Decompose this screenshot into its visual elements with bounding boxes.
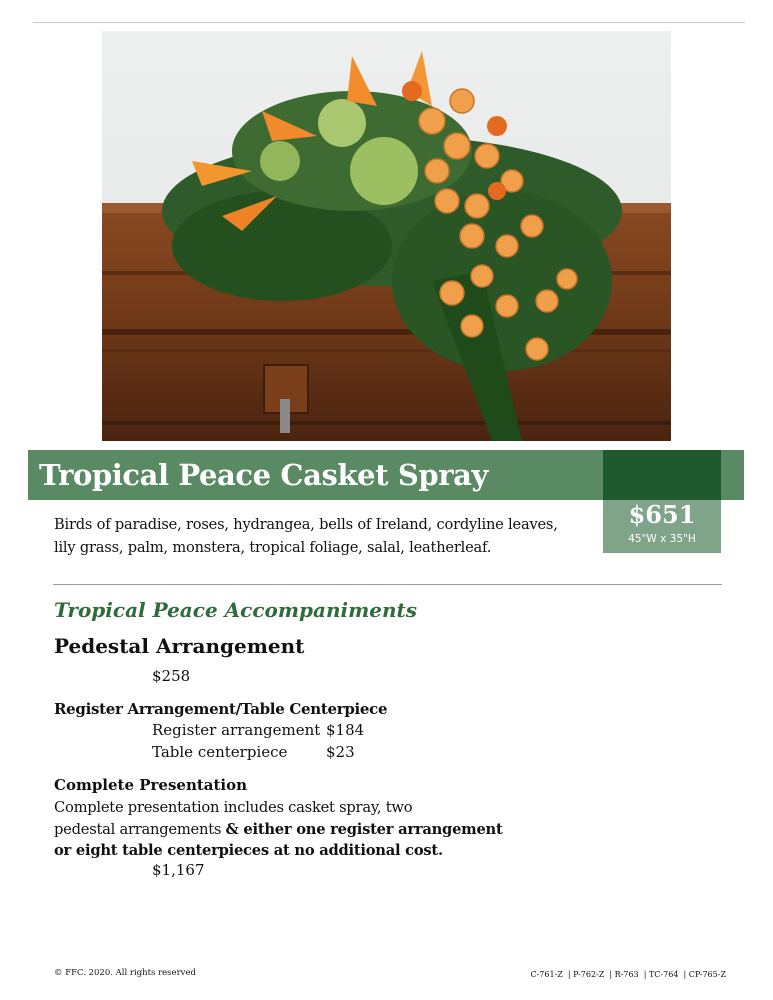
accompaniments-heading: Tropical Peace Accompaniments: [54, 598, 418, 622]
register-item: [152, 721, 364, 739]
description-line: lily grass, palm, monstera, tropical foliage, salal, leatherleaf.: [54, 539, 492, 556]
complete-presentation-text: [54, 797, 524, 862]
register-title: Register Arrangement/Table Centerpiece: [54, 700, 388, 718]
register-item-price: $184: [326, 721, 365, 739]
complete-presentation-price: $1,167: [152, 861, 205, 879]
cp-line-bold: & either one register arrangement: [225, 820, 503, 838]
section-divider: [53, 584, 722, 585]
cp-line: Complete presentation includes casket spray, two: [54, 799, 413, 816]
product-title: Tropical Peace Casket Spray: [39, 458, 488, 492]
pedestal-title: Pedestal Arrangement: [54, 634, 305, 658]
product-codes: C-761-Z | P-762-Z | R-763 | TC-764 | CP-765-Z: [530, 970, 726, 979]
product-photo: [102, 31, 671, 441]
cp-line: [54, 840, 524, 862]
top-divider: [33, 22, 745, 23]
register-item-price: $23: [326, 743, 355, 761]
copyright: © FFC. 2020. All rights reserved: [54, 968, 196, 978]
product-description: [54, 513, 594, 559]
product-dimensions: 45"W x 35"H: [628, 533, 696, 545]
complete-presentation-title: Complete Presentation: [54, 776, 248, 794]
description-line: Birds of paradise, roses, hydrangea, bells of Ireland, cordyline leaves,: [54, 516, 558, 533]
cp-line-bold: or eight table centerpieces at no additional cost.: [54, 842, 443, 859]
pedestal-price: $258: [152, 667, 191, 685]
register-item-label: Table centerpiece: [152, 743, 288, 761]
cp-line: [54, 819, 524, 841]
cp-line-plain: pedestal arrangements: [54, 820, 226, 838]
register-item: [152, 743, 355, 761]
register-item-label: Register arrangement: [152, 721, 321, 739]
product-price: $651: [628, 500, 696, 529]
